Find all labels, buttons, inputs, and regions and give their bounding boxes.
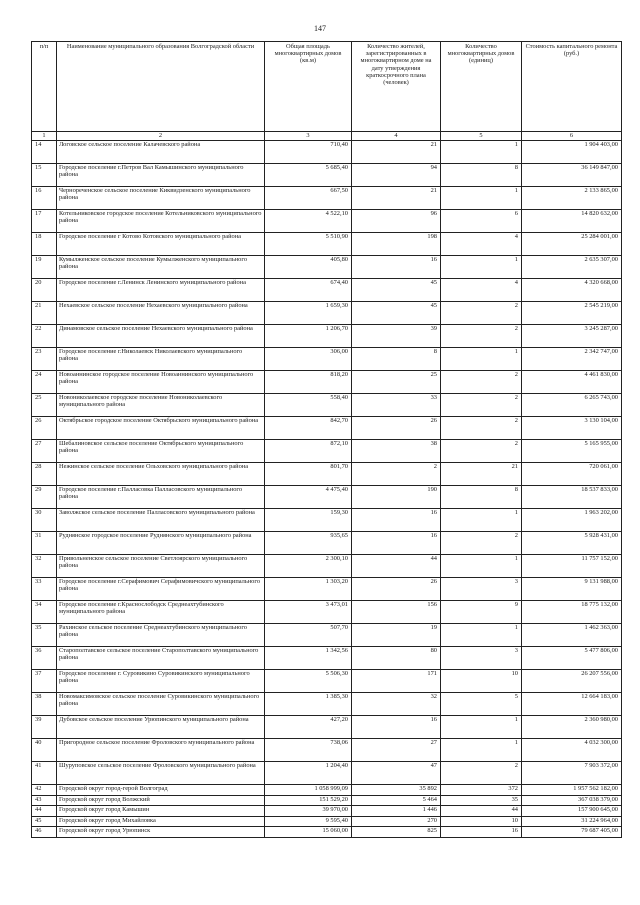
area-value: 1 659,30	[265, 302, 352, 325]
municipality-name: Городское поселение г.Николаевск Николаевского муниципального района	[57, 348, 265, 371]
cost-value: 11 757 152,00	[522, 555, 622, 578]
municipality-name: Руднянское городское поселение Руднянского муниципального района	[57, 532, 265, 555]
row-number: 17	[32, 210, 57, 233]
houses-value: 10	[441, 816, 522, 827]
cost-value: 31 224 964,00	[522, 816, 622, 827]
table-row	[32, 463, 622, 486]
residents-value: 198	[352, 233, 441, 256]
table-row	[32, 827, 622, 838]
cost-value: 5 477 806,00	[522, 647, 622, 670]
municipality-name: Кумылженское сельское поселение Кумылженского муниципального района	[57, 256, 265, 279]
municipality-name: Рахинское сельское поселение Среднеахтубинского муниципального района	[57, 624, 265, 647]
row-number: 36	[32, 647, 57, 670]
row-number: 38	[32, 693, 57, 716]
municipality-name: Городской округ город Михайловка	[57, 816, 265, 827]
houses-value: 16	[441, 827, 522, 838]
area-value: 4 522,10	[265, 210, 352, 233]
houses-value: 372	[441, 785, 522, 796]
table-row	[32, 141, 622, 164]
table-row	[32, 210, 622, 233]
municipality-name: Новониколаевское городское поселение Новониколаевского муниципального района	[57, 394, 265, 417]
houses-value: 8	[441, 486, 522, 509]
header-cost: Стоимость капитального ремонта (руб.)	[522, 42, 622, 132]
table-row	[32, 670, 622, 693]
table-row	[32, 532, 622, 555]
municipality-name: Дубовское сельское поселение Урюпинского муниципального района	[57, 716, 265, 739]
row-number: 34	[32, 601, 57, 624]
area-value: 1 385,30	[265, 693, 352, 716]
row-number: 44	[32, 806, 57, 817]
cost-value: 2 635 307,00	[522, 256, 622, 279]
municipality-name: Динамовское сельское поселение Нехаевского муниципального района	[57, 325, 265, 348]
municipality-name: Городское поселение г Котово Котовского муниципального района	[57, 233, 265, 256]
residents-value: 27	[352, 739, 441, 762]
area-value: 1 058 999,09	[265, 785, 352, 796]
houses-value: 3	[441, 578, 522, 601]
houses-value: 8	[441, 164, 522, 187]
row-number: 39	[32, 716, 57, 739]
residents-value: 21	[352, 141, 441, 164]
residents-value: 96	[352, 210, 441, 233]
area-value: 5 685,40	[265, 164, 352, 187]
residents-value: 80	[352, 647, 441, 670]
column-number: 2	[57, 132, 265, 141]
row-number: 33	[32, 578, 57, 601]
table-row	[32, 762, 622, 785]
houses-value: 2	[441, 440, 522, 463]
table-header-row	[32, 42, 622, 132]
area-value: 738,06	[265, 739, 352, 762]
cost-value: 1 957 562 182,00	[522, 785, 622, 796]
area-value: 5 506,30	[265, 670, 352, 693]
page-number: 147	[314, 24, 326, 33]
row-number: 14	[32, 141, 57, 164]
area-value: 3 473,01	[265, 601, 352, 624]
houses-value: 1	[441, 509, 522, 532]
table-row	[32, 279, 622, 302]
cost-value: 157 900 645,00	[522, 806, 622, 817]
cost-value: 14 820 632,00	[522, 210, 622, 233]
municipality-name: Новоаннинское городское поселение Новоаннинского муниципального района	[57, 371, 265, 394]
cost-value: 2 342 747,00	[522, 348, 622, 371]
municipality-name: Заволжское сельское поселение Палласовского муниципального района	[57, 509, 265, 532]
column-number: 1	[32, 132, 57, 141]
houses-value: 2	[441, 532, 522, 555]
municipality-name: Городское поселение г.Краснослободск Среднеахтубинского муниципального района	[57, 601, 265, 624]
table-row	[32, 486, 622, 509]
houses-value: 1	[441, 739, 522, 762]
municipality-name: Привольненское сельское поселение Светлоярского муниципального района	[57, 555, 265, 578]
row-number: 19	[32, 256, 57, 279]
houses-value: 1	[441, 555, 522, 578]
table-row	[32, 417, 622, 440]
area-value: 9 595,40	[265, 816, 352, 827]
area-value: 4 475,40	[265, 486, 352, 509]
cost-value: 79 687 405,00	[522, 827, 622, 838]
cost-value: 36 149 847,00	[522, 164, 622, 187]
houses-value: 3	[441, 647, 522, 670]
row-number: 27	[32, 440, 57, 463]
table-row	[32, 371, 622, 394]
houses-value: 2	[441, 325, 522, 348]
cost-value: 5 165 955,00	[522, 440, 622, 463]
row-number: 23	[32, 348, 57, 371]
municipality-name: Городское поселение г.Петров Вал Камышинского муниципального района	[57, 164, 265, 187]
houses-value: 2	[441, 371, 522, 394]
residents-value: 45	[352, 279, 441, 302]
column-number: 3	[265, 132, 352, 141]
row-number: 26	[32, 417, 57, 440]
table-row	[32, 348, 622, 371]
area-value: 710,40	[265, 141, 352, 164]
row-number: 22	[32, 325, 57, 348]
column-number: 5	[441, 132, 522, 141]
row-number: 31	[32, 532, 57, 555]
residents-value: 44	[352, 555, 441, 578]
houses-value: 2	[441, 417, 522, 440]
houses-value: 1	[441, 187, 522, 210]
cost-value: 9 131 988,00	[522, 578, 622, 601]
table-row	[32, 693, 622, 716]
residents-value: 26	[352, 417, 441, 440]
area-value: 1 204,40	[265, 762, 352, 785]
table-row	[32, 739, 622, 762]
residents-value: 19	[352, 624, 441, 647]
area-value: 1 206,70	[265, 325, 352, 348]
residents-value: 5 464	[352, 795, 441, 806]
cost-value: 2 545 219,00	[522, 302, 622, 325]
houses-value: 10	[441, 670, 522, 693]
cost-value: 18 775 132,00	[522, 601, 622, 624]
area-value: 15 060,00	[265, 827, 352, 838]
table-row	[32, 785, 622, 796]
houses-value: 5	[441, 693, 522, 716]
cost-value: 1 963 202,00	[522, 509, 622, 532]
houses-value: 1	[441, 716, 522, 739]
municipality-name: Старополтавское сельское поселение Старополтавского муниципального района	[57, 647, 265, 670]
municipality-name: Нехаевское сельское поселение Нехаевского муниципального района	[57, 302, 265, 325]
municipality-name: Новомаксимовское сельское поселение Суровикинского муниципального района	[57, 693, 265, 716]
table-row	[32, 624, 622, 647]
municipality-name: Городское поселение г.Палласовка Палласовского муниципального района	[57, 486, 265, 509]
row-number: 24	[32, 371, 57, 394]
houses-value: 2	[441, 394, 522, 417]
residents-value: 94	[352, 164, 441, 187]
houses-value: 44	[441, 806, 522, 817]
residents-value: 825	[352, 827, 441, 838]
header-area: Общая площадь многоквартирных домов (кв.м)	[265, 42, 352, 132]
area-value: 1 303,20	[265, 578, 352, 601]
area-value: 306,00	[265, 348, 352, 371]
houses-value: 1	[441, 348, 522, 371]
table-row	[32, 233, 622, 256]
column-number: 6	[522, 132, 622, 141]
row-number: 29	[32, 486, 57, 509]
repair-plan-table	[31, 41, 622, 838]
municipality-name: Городской округ город Камышин	[57, 806, 265, 817]
table-row	[32, 187, 622, 210]
cost-value: 6 265 743,00	[522, 394, 622, 417]
column-number: 4	[352, 132, 441, 141]
area-value: 667,50	[265, 187, 352, 210]
municipality-name: Городское поселение г.Серафимович Серафимовичского муниципального района	[57, 578, 265, 601]
residents-value: 16	[352, 256, 441, 279]
table-row	[32, 806, 622, 817]
houses-value: 1	[441, 256, 522, 279]
cost-value: 25 284 001,00	[522, 233, 622, 256]
residents-value: 16	[352, 509, 441, 532]
table-body	[32, 141, 622, 838]
row-number: 35	[32, 624, 57, 647]
area-value: 151 529,20	[265, 795, 352, 806]
municipality-name: Октябрьское городское поселение Октябрьского муниципального района	[57, 417, 265, 440]
municipality-name: Городской округ город Урюпинск	[57, 827, 265, 838]
residents-value: 47	[352, 762, 441, 785]
municipality-name: Городской округ город Волжский	[57, 795, 265, 806]
row-number: 41	[32, 762, 57, 785]
houses-value: 35	[441, 795, 522, 806]
area-value: 427,20	[265, 716, 352, 739]
row-number: 40	[32, 739, 57, 762]
table-row	[32, 647, 622, 670]
residents-value: 21	[352, 187, 441, 210]
table-row	[32, 555, 622, 578]
header-number: п/п	[32, 42, 57, 132]
cost-value: 18 537 833,00	[522, 486, 622, 509]
area-value: 159,30	[265, 509, 352, 532]
header-residents: Количество жителей, зарегистрированных в многоквартирном доме на дату утверждения краткосрочного плана (человек)	[352, 42, 441, 132]
cost-value: 367 038 379,00	[522, 795, 622, 806]
cost-value: 5 928 431,00	[522, 532, 622, 555]
area-value: 2 300,10	[265, 555, 352, 578]
row-number: 43	[32, 795, 57, 806]
municipality-name: Шебалиновское сельское поселение Октябрьского муниципального района	[57, 440, 265, 463]
table-row	[32, 816, 622, 827]
cost-value: 4 461 830,00	[522, 371, 622, 394]
houses-value: 2	[441, 762, 522, 785]
row-number: 20	[32, 279, 57, 302]
row-number: 46	[32, 827, 57, 838]
row-number: 37	[32, 670, 57, 693]
cost-value: 26 207 556,00	[522, 670, 622, 693]
cost-value: 720 061,00	[522, 463, 622, 486]
column-number-row	[32, 132, 622, 141]
residents-value: 35 892	[352, 785, 441, 796]
row-number: 25	[32, 394, 57, 417]
area-value: 842,70	[265, 417, 352, 440]
area-value: 39 970,00	[265, 806, 352, 817]
table-row	[32, 509, 622, 532]
residents-value: 1 446	[352, 806, 441, 817]
row-number: 28	[32, 463, 57, 486]
cost-value: 4 320 668,00	[522, 279, 622, 302]
residents-value: 26	[352, 578, 441, 601]
cost-value: 1 904 403,00	[522, 141, 622, 164]
municipality-name: Шуруповское сельское поселение Фроловского муниципального района	[57, 762, 265, 785]
area-value: 801,70	[265, 463, 352, 486]
municipality-name: Котельниковское городское поселение Котельниковского муниципального района	[57, 210, 265, 233]
houses-value: 1	[441, 624, 522, 647]
residents-value: 16	[352, 532, 441, 555]
row-number: 45	[32, 816, 57, 827]
area-value: 872,10	[265, 440, 352, 463]
municipality-name: Чернореченское сельское поселение Киквидзенского муниципального района	[57, 187, 265, 210]
header-municipality: Наименование муниципального образования Волгоградской области	[57, 42, 265, 132]
cost-value: 3 130 104,00	[522, 417, 622, 440]
residents-value: 8	[352, 348, 441, 371]
houses-value: 6	[441, 210, 522, 233]
municipality-name: Нежинское сельское поселение Ольховского муниципального района	[57, 463, 265, 486]
residents-value: 156	[352, 601, 441, 624]
header-houses: Количество многоквартирных домов (единиц)	[441, 42, 522, 132]
table-row	[32, 164, 622, 187]
residents-value: 32	[352, 693, 441, 716]
residents-value: 38	[352, 440, 441, 463]
row-number: 16	[32, 187, 57, 210]
table-row	[32, 325, 622, 348]
municipality-name: Городское поселение г.Ленинск Ленинского муниципального района	[57, 279, 265, 302]
area-value: 818,20	[265, 371, 352, 394]
table-row	[32, 394, 622, 417]
table-row	[32, 256, 622, 279]
cost-value: 1 462 363,00	[522, 624, 622, 647]
area-value: 405,80	[265, 256, 352, 279]
houses-value: 4	[441, 279, 522, 302]
residents-value: 45	[352, 302, 441, 325]
residents-value: 39	[352, 325, 441, 348]
municipality-name: Городской округ город-герой Волгоград	[57, 785, 265, 796]
area-value: 674,40	[265, 279, 352, 302]
residents-value: 2	[352, 463, 441, 486]
municipality-name: Пригородное сельское поселение Фроловского муниципального района	[57, 739, 265, 762]
houses-value: 2	[441, 302, 522, 325]
cost-value: 12 664 183,00	[522, 693, 622, 716]
houses-value: 9	[441, 601, 522, 624]
cost-value: 4 032 300,00	[522, 739, 622, 762]
row-number: 21	[32, 302, 57, 325]
residents-value: 16	[352, 716, 441, 739]
residents-value: 270	[352, 816, 441, 827]
cost-value: 2 360 980,00	[522, 716, 622, 739]
area-value: 1 342,56	[265, 647, 352, 670]
area-value: 558,40	[265, 394, 352, 417]
houses-value: 21	[441, 463, 522, 486]
area-value: 935,65	[265, 532, 352, 555]
row-number: 18	[32, 233, 57, 256]
area-value: 5 510,90	[265, 233, 352, 256]
table-row	[32, 716, 622, 739]
row-number: 32	[32, 555, 57, 578]
residents-value: 25	[352, 371, 441, 394]
residents-value: 171	[352, 670, 441, 693]
row-number: 42	[32, 785, 57, 796]
cost-value: 3 245 287,00	[522, 325, 622, 348]
area-value: 507,70	[265, 624, 352, 647]
residents-value: 190	[352, 486, 441, 509]
cost-value: 7 903 372,00	[522, 762, 622, 785]
table-row	[32, 440, 622, 463]
row-number: 30	[32, 509, 57, 532]
houses-value: 4	[441, 233, 522, 256]
row-number: 15	[32, 164, 57, 187]
cost-value: 2 133 865,00	[522, 187, 622, 210]
municipality-name: Городское поселение г. Суровикино Суровикинского муниципального района	[57, 670, 265, 693]
table-row	[32, 578, 622, 601]
table-row	[32, 795, 622, 806]
table-row	[32, 601, 622, 624]
residents-value: 33	[352, 394, 441, 417]
houses-value: 1	[441, 141, 522, 164]
municipality-name: Логовское сельское поселение Калачевского района	[57, 141, 265, 164]
table-row	[32, 302, 622, 325]
